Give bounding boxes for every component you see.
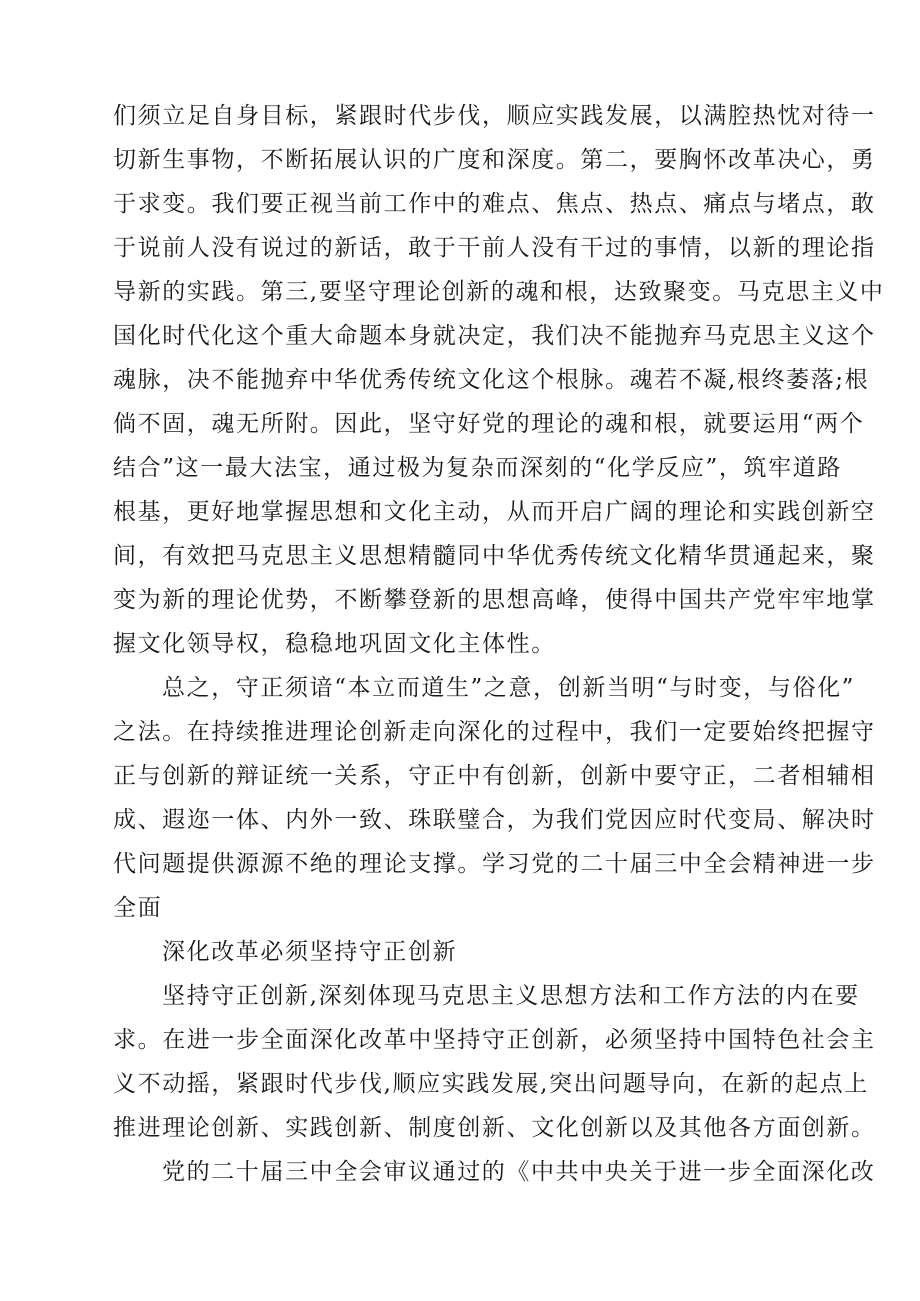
text-line: 倘不固，魂无所附。因此，坚守好党的理论的魂和根，就要运用“两个	[113, 411, 865, 437]
text-line: 求。在进一步全面深化改革中坚持守正创新，必须坚持中国特色社会主	[113, 1027, 876, 1053]
text-line: 切新生事物，不断拓展认识的广度和深度。第二，要胸怀改革决心，勇	[113, 147, 876, 173]
paragraph-first-line: 党的二十届三中全会审议通过的《中共中央关于进一步全面深化改	[162, 1159, 876, 1185]
text-line: 全面	[113, 895, 163, 921]
text-line: 间，有效把马克思主义思想精髓同中华优秀传统文化精华贯通起来，聚	[113, 543, 876, 569]
text-line: 义不动摇，紧跟时代步伐,顺应实践发展,突出问题导向，在新的起点上	[113, 1071, 869, 1097]
text-line: 代问题提供源源不绝的理论支撑。学习党的二十届三中全会精神进一步	[113, 851, 876, 877]
text-line: 根基，更好地掌握思想和文化主动，从而开启广阔的理论和实践创新空	[113, 499, 876, 525]
text-line: 变为新的理论优势，不断攀登新的思想高峰，使得中国共产党牢牢地掌	[113, 587, 876, 613]
text-line: 于求变。我们要正视当前工作中的难点、焦点、热点、痛点与堵点，敢	[113, 191, 876, 217]
text-line: 魂脉，决不能抛弃中华优秀传统文化这个根脉。魂若不凝,根终萎落;根	[113, 367, 870, 393]
section-heading: 深化改革必须坚持守正创新	[162, 939, 458, 965]
text-line: 正与创新的辩证统一关系，守正中有创新，创新中要守正，二者相辅相	[113, 763, 876, 789]
text-line: 导新的实践。第三,要坚守理论创新的魂和根，达致聚变。马克思主义中	[113, 279, 885, 305]
text-line: 推进理论创新、实践创新、制度创新、文化创新以及其他各方面创新。	[113, 1115, 876, 1141]
paragraph-first-line: 坚持守正创新,深刻体现马克思主义思想方法和工作方法的内在要	[162, 983, 860, 1009]
text-line: 成、遐迩一体、内外一致、珠联璧合，为我们党因应时代变局、解决时	[113, 807, 876, 833]
text-line: 于说前人没有说过的新话，敢于干前人没有干过的事情，以新的理论指	[113, 235, 876, 261]
text-line: 握文化领导权，稳稳地巩固文化主体性。	[113, 631, 556, 657]
text-line: 之法。在持续推进理论创新走向深化的过程中，我们一定要始终把握守	[113, 719, 876, 745]
text-line: 结合”这一最大法宝，通过极为复杂而深刻的“化学反应”，筑牢道路	[113, 455, 842, 481]
paragraph-first-line: 总之，守正须谙“本立而道生”之意，创新当明“与时变，与俗化”	[162, 675, 856, 701]
text-line: 们须立足自身目标，紧跟时代步伐，顺应实践发展，以满腔热忱对待一	[113, 103, 876, 129]
text-line: 国化时代化这个重大命题本身就决定，我们决不能抛弃马克思主义这个	[113, 323, 876, 349]
